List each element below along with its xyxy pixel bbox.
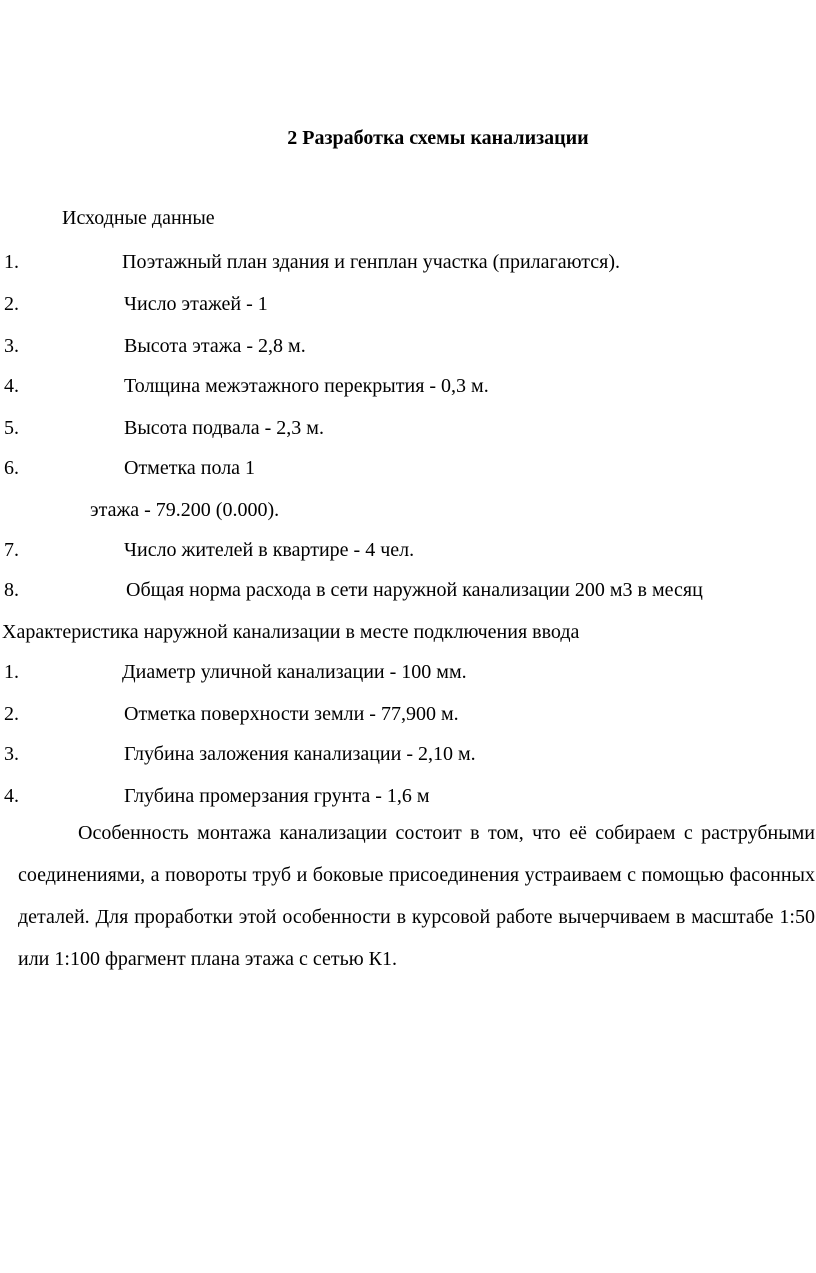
item-text: Общая норма расхода в сети наружной канализации 200 м3 в месяц: [126, 579, 703, 601]
page-title: 2 Разработка схемы канализации: [287, 127, 589, 149]
item-text: Поэтажный план здания и генплан участка (прилагаются).: [122, 251, 620, 273]
item-text: Диаметр уличной канализации - 100 мм.: [122, 661, 467, 683]
item-number: 4.: [4, 785, 19, 807]
item-number: 6.: [4, 457, 19, 479]
item-text: Число этажей - 1: [124, 293, 268, 315]
body-paragraph: [18, 812, 815, 980]
paragraph-text: Особенность монтажа канализации состоит в том, что её собираем с раструбными соединениями, а повороты труб и боковые присоединения устраиваем с помощью фасонных деталей. Для проработки этой особенности в курсовой работе вычерчиваем в масштабе 1:50 или 1:100 фрагмент плана этажа с сетью К1.: [18, 822, 815, 970]
item-number: 8.: [4, 579, 19, 601]
item-number: 2.: [4, 293, 19, 315]
item-number: 4.: [4, 375, 19, 397]
item-number: 7.: [4, 539, 19, 561]
item-text: Отметка пола 1: [124, 457, 256, 479]
item-number: 1.: [4, 661, 19, 683]
item-text: Высота подвала - 2,3 м.: [124, 417, 324, 439]
item-text: этажа - 79.200 (0.000).: [90, 499, 280, 521]
item-number: 1.: [4, 251, 19, 273]
sewer-heading: Характеристика наружной канализации в месте подключения ввода: [2, 621, 580, 643]
item-text: Глубина заложения канализации - 2,10 м.: [124, 743, 476, 765]
item-number: 2.: [4, 703, 19, 725]
item-text: Глубина промерзания грунта - 1,6 м: [124, 785, 430, 807]
item-number: 3.: [4, 335, 19, 357]
item-text: Толщина межэтажного перекрытия - 0,3 м.: [124, 375, 489, 397]
item-number: 3.: [4, 743, 19, 765]
initial-data-heading: Исходные данные: [62, 207, 215, 229]
item-number: 5.: [4, 417, 19, 439]
item-text: Высота этажа - 2,8 м.: [124, 335, 306, 357]
item-text: Отметка поверхности земли - 77,900 м.: [124, 703, 459, 725]
item-text: Число жителей в квартире - 4 чел.: [124, 539, 415, 561]
